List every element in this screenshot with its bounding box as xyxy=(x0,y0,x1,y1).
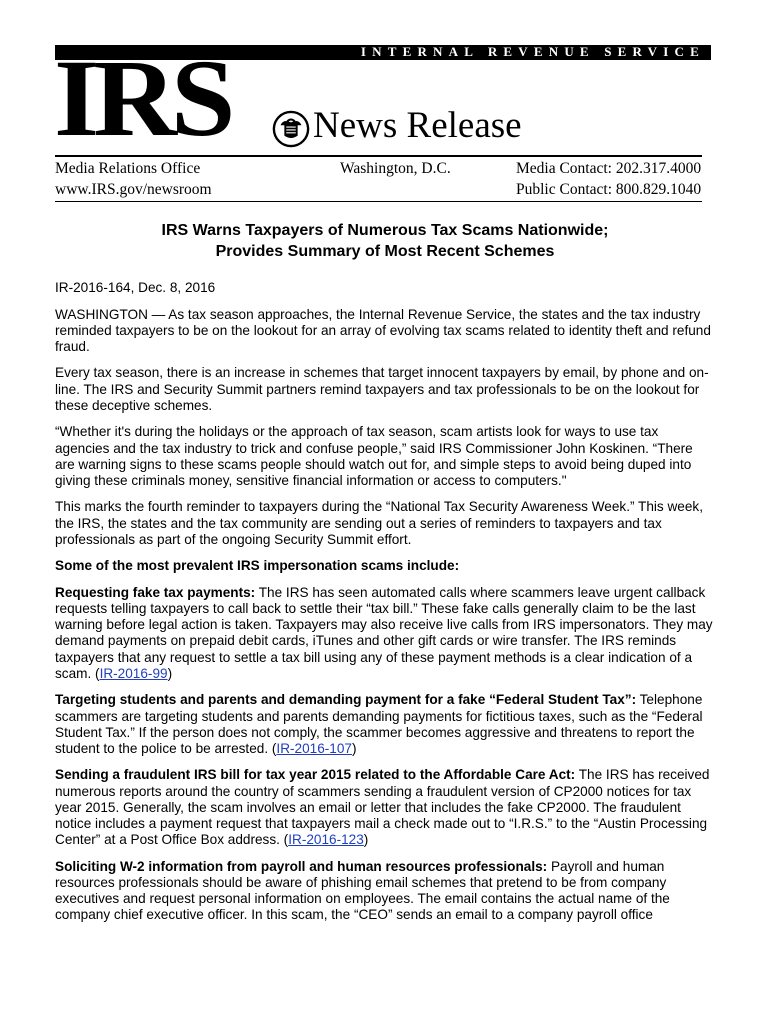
scam-body: The IRS has received numerous reports around the country of scammers sending a fraudulent version of CP2000 notices for tax year 2015. Generally, the scam involves an email or letter that includes the fake CP2000. The fraudulent notice includes a payment request that taxpayers mail a check made out to “I.R.S.” to the “Austin Processing Center” at a Post Office Box address. ( xyxy=(55,767,710,848)
irs-logo: IRS xyxy=(54,38,230,160)
newsroom-link[interactable]: www.IRS.gov/newsroom xyxy=(55,181,212,198)
release-title xyxy=(55,220,715,262)
scam-item: Targeting students and parents and demanding payment for a fake “Federal Student Tax”: Telephone scammers are targeting students and parents demanding payments for fictitious taxes, such as the “Federal Student Tax.” If the person does not comply, the scammer becomes aggressive and threatens to report the student to the police to be arrested. (IR-2016-107) xyxy=(55,692,703,756)
scam-heading: Targeting students and parents and demanding payment for a fake “Federal Student Tax”: xyxy=(55,692,637,708)
scam-body: The IRS has seen automated calls where scammers leave urgent callback requests telling taxpayers to call back to settle their “tax bill.” These fake calls generally claim to be the last warning before legal action is taken. Taxpayers may also receive live calls from IRS impersonators. They may demand payments on prepaid debit cards, iTunes and other gift cards or wire transfer. The IRS reminds taxpayers that any request to settle a tax bill using any of these payment methods is a clear indication of a scam. ( xyxy=(55,584,713,681)
paragraph-schemes: Every tax season, there is an increase in schemes that target innocent taxpayers by email, by phone and on-line. The IRS and Security Summit partners remind taxpayers and tax professionals to be on the lookout for these deceptive schemes. xyxy=(55,365,709,413)
release-body xyxy=(55,280,715,934)
scam-item: Requesting fake tax payments: The IRS has seen automated calls where scammers leave urgent callback requests telling taxpayers to call back to settle their “tax bill.” These fake calls generally claim to be the last warning before legal action is taken. Taxpayers may also receive live calls from IRS impersonators. They may demand payments on prepaid debit cards, iTunes and other gift cards or wire transfer. The IRS reminds taxpayers that any request to settle a tax bill using any of these payment methods is a clear indication of a scam. (IR-2016-99) xyxy=(55,584,713,681)
header-rule xyxy=(55,155,702,157)
release-title-line-1: IRS Warns Taxpayers of Numerous Tax Scams Nationwide; xyxy=(161,222,609,239)
news-release-label: News Release xyxy=(313,105,522,146)
eagle-seal-icon xyxy=(272,110,310,148)
scam-body: Telephone scammers are targeting students and parents demanding payments for fictitious taxes, such as the “Federal Student Tax.” If the person does not comply, the scammer becomes aggressive and threatens to report the student to the police to be arrested. ( xyxy=(55,692,703,756)
media-relations-office: Media Relations Office xyxy=(55,160,201,177)
release-title-line-2: Provides Summary of Most Recent Schemes xyxy=(215,243,555,260)
scam-item: Sending a fraudulent IRS bill for tax year 2015 related to the Affordable Care Act: The IRS has received numerous reports around the country of scammers sending a fraudulent version of CP2000 notices for tax year 2015. Generally, the scam involves an email or letter that includes the fake CP2000. The fraudulent notice includes a payment request that taxpayers mail a check made out to “I.R.S.” to the “Austin Processing Center” at a Post Office Box address. (IR-2016-123) xyxy=(55,767,710,848)
paragraph-intro: WASHINGTON — As tax season approaches, the Internal Revenue Service, the states and the tax industry reminded taxpayers to be on the lookout for an array of evolving tax scams related to identity theft and refund fraud. xyxy=(55,306,711,354)
scam-heading: Sending a fraudulent IRS bill for tax year 2015 related to the Affordable Care Act: xyxy=(55,767,576,783)
agency-name: INTERNAL REVENUE SERVICE xyxy=(360,44,705,59)
paragraph-quote: “Whether it's during the holidays or the approach of tax season, scam artists look for ways to use tax agencies and the tax industry to trick and confuse people,” said IRS Commissioner John Koskinen. “There are warning signs to these scams people should watch out for, and simple steps to avoid being duped into giving these criminals money, sensitive financial information or access to computers." xyxy=(55,424,693,488)
media-contact: Media Contact: 202.317.4000 xyxy=(516,160,702,177)
release-link[interactable]: IR-2016-123 xyxy=(288,832,364,848)
contacts-rule xyxy=(55,201,702,202)
release-link[interactable]: IR-2016-107 xyxy=(276,740,352,756)
release-dateline: IR-2016-164, Dec. 8, 2016 xyxy=(55,280,216,295)
paragraph-awareness-week: This marks the fourth reminder to taxpayers during the “National Tax Security Awareness Week.” This week, the IRS, the states and the tax community are sending out a series of reminders to taxpayers and tax professionals as part of the ongoing Security Summit effort. xyxy=(55,499,704,547)
scam-body: Payroll and human resources professionals should be aware of phishing email schemes that pretend to be from company executives and request personal information on employees. The email contains the actual name of the company chief executive officer. In this scam, the “CEO” sends an email to a company payroll office xyxy=(55,858,670,923)
public-contact: Public Contact: 800.829.1040 xyxy=(516,181,702,198)
scams-list-heading: Some of the most prevalent IRS impersonation scams include: xyxy=(55,558,460,574)
release-link[interactable]: IR-2016-99 xyxy=(99,665,168,681)
scam-heading: Requesting fake tax payments: xyxy=(55,584,256,600)
scam-item xyxy=(55,859,715,924)
scam-heading: Soliciting W-2 information from payroll and human resources professionals: xyxy=(55,858,548,874)
location: Washington, D.C. xyxy=(340,160,451,177)
